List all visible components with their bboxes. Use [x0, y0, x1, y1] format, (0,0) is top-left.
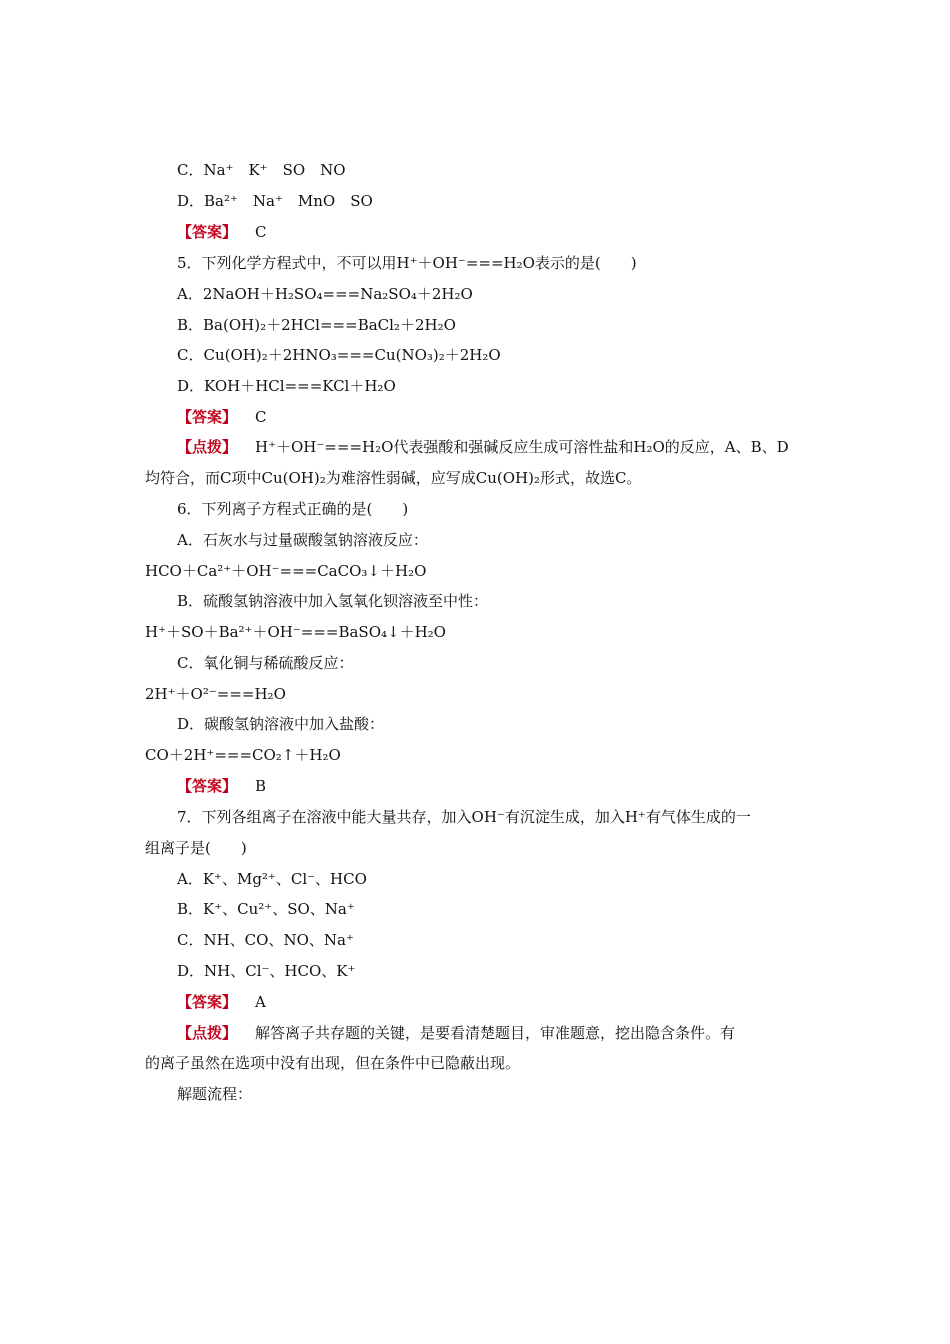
text-line: A．2NaOH＋H₂SO₄===Na₂SO₄＋2H₂O [177, 285, 473, 303]
text-line: D．Ba²⁺ Na⁺ MnO SO [177, 192, 373, 210]
answer-text: C [255, 408, 267, 426]
text-line: HCO＋Ca²⁺＋OH⁻===CaCO₃↓＋H₂O [145, 562, 427, 580]
text-line: D．KOH＋HCl===KCl＋H₂O [177, 377, 396, 395]
answer-tag: 【答案】 [177, 223, 238, 241]
answer-text: 解答离子共存题的关键，是要看清楚题目，审准题意，挖出隐含条件。有 [255, 1024, 736, 1042]
answer-line [177, 222, 267, 242]
text-line: 组离子是( ) [145, 839, 247, 857]
text-line: CO＋2H⁺===CO₂↑＋H₂O [145, 746, 341, 764]
text-line: H⁺＋SO＋Ba²⁺＋OH⁻===BaSO₄↓＋H₂O [145, 623, 446, 641]
text-line: 6．下列离子方程式正确的是( ) [177, 500, 409, 518]
answer-text: H⁺＋OH⁻===H₂O代表强酸和强碱反应生成可溶性盐和H₂O的反应，A、B、D [255, 438, 789, 456]
answer-tag: 【答案】 [177, 408, 238, 426]
answer-tag: 【点拨】 [177, 1024, 238, 1042]
text-line: 均符合，而C项中Cu(OH)₂为难溶性弱碱，应写成Cu(OH)₂形式，故选C。 [145, 469, 642, 487]
answer-text: C [255, 223, 267, 241]
text-line: 5．下列化学方程式中，不可以用H⁺＋OH⁻===H₂O表示的是( ) [177, 254, 637, 272]
answer-line [177, 407, 267, 427]
text-line: C．氧化铜与稀硫酸反应： [177, 654, 354, 672]
text-line: 解题流程： [177, 1085, 253, 1103]
text-line: 2H⁺＋O²⁻===H₂O [145, 685, 286, 703]
text-line: B．K⁺、Cu²⁺、SO、Na⁺ [177, 900, 355, 918]
answer-line [177, 1023, 735, 1043]
text-line: D．NH、Cl⁻、HCO、K⁺ [177, 962, 356, 980]
answer-tag: 【点拨】 [177, 438, 238, 456]
text-line: C．Na⁺ K⁺ SO NO [177, 161, 346, 179]
text-line: B．Ba(OH)₂＋2HCl===BaCl₂＋2H₂O [177, 316, 456, 334]
answer-line [177, 992, 266, 1012]
text-line: C．Cu(OH)₂＋2HNO₃===Cu(NO₃)₂＋2H₂O [177, 346, 501, 364]
answer-text: B [255, 777, 267, 795]
answer-tag: 【答案】 [177, 993, 238, 1011]
text-line: 7．下列各组离子在溶液中能大量共存，加入OH⁻有沉淀生成，加入H⁺有气体生成的一 [177, 808, 751, 826]
text-line: 的离子虽然在选项中没有出现，但在条件中已隐蔽出现。 [145, 1054, 521, 1072]
answer-text: A [255, 993, 266, 1011]
text-line: C．NH、CO、NO、Na⁺ [177, 931, 354, 949]
text-line: D．碳酸氢钠溶液中加入盐酸： [177, 715, 385, 733]
answer-line [177, 776, 266, 796]
text-line: A．石灰水与过量碳酸氢钠溶液反应： [177, 531, 428, 549]
answer-line [177, 437, 789, 457]
text-line: A．K⁺、Mg²⁺、Cl⁻、HCO [177, 870, 367, 888]
answer-tag: 【答案】 [177, 777, 238, 795]
text-line: B．硫酸氢钠溶液中加入氢氧化钡溶液至中性： [177, 592, 489, 610]
